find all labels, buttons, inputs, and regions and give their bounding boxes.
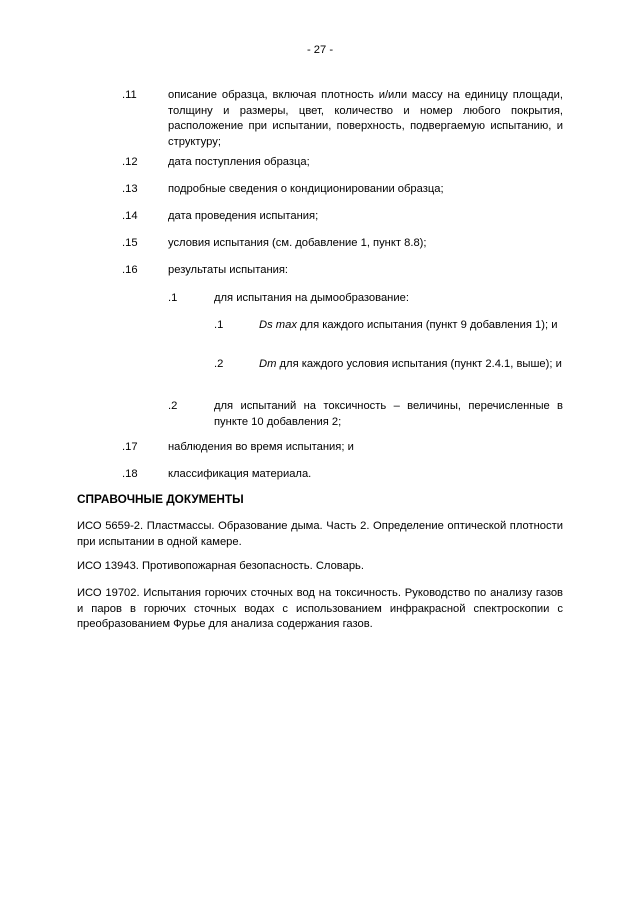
term: Ds max: [259, 319, 297, 331]
reference-entry: ИСО 13943. Противопожарная безопасность. Словарь.: [77, 560, 364, 572]
references-heading: СПРАВОЧНЫЕ ДОКУМЕНТЫ: [77, 492, 244, 506]
reference-entry: ИСО 5659-2. Пластмассы. Образование дыма. Часть 2. Определение оптической плотности при испытании в одной камере.: [77, 520, 563, 548]
term: Dm: [259, 358, 277, 370]
reference-entry: ИСО 19702. Испытания горючих сточных вод на токсичность. Руководство по анализу газов и паров в горючих сточных водах с использованием инфракрасной спектроскопии с преобразованием Фурье для анализа содержания газов.: [77, 587, 563, 630]
page-number: - 27 -: [306, 44, 334, 56]
